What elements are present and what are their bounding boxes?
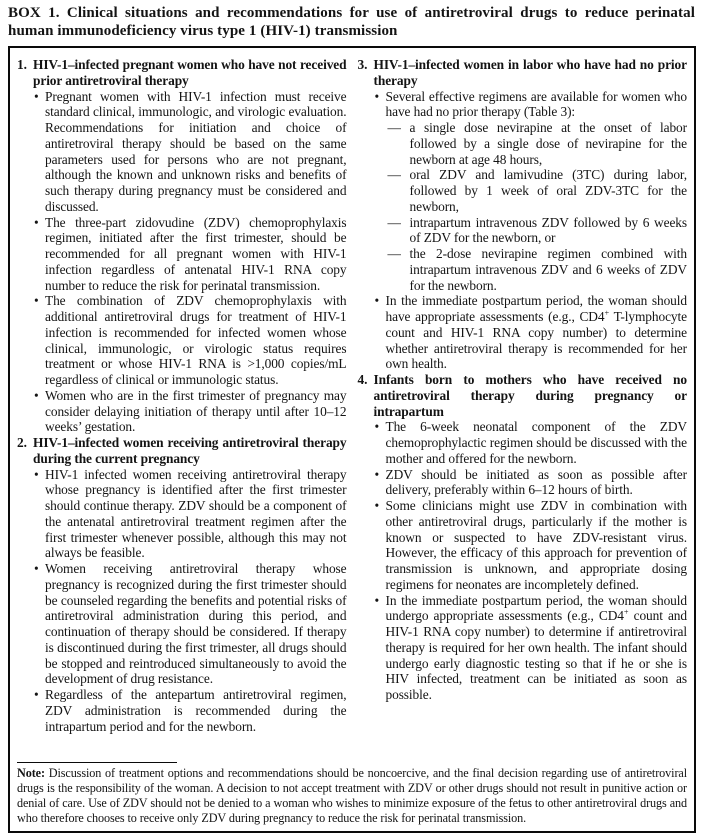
recommendation-item — [358, 372, 688, 703]
bullet-text: ZDV should be initiated as soon as possible after delivery, preferably within 6–12 hours of birth. — [385, 466, 687, 498]
bullet-item — [33, 467, 347, 562]
bullet-text: In the immediate postpartum period, the woman should have appropriate assessments (e.g., CD4+ T-lymphocyte count and HIV-1 RNA copy number) to determine whether antiretroviral therapy is recommended for her own health. — [385, 293, 687, 372]
recommendation-item — [358, 57, 688, 372]
bullet-item — [33, 89, 347, 215]
dash-icon: — — [387, 120, 401, 136]
item-number: 4. — [357, 372, 368, 388]
bullet-item — [374, 419, 688, 466]
recommendations-box — [8, 46, 696, 833]
bullet-icon: • — [34, 466, 39, 482]
bullet-icon: • — [374, 293, 380, 309]
item-heading — [17, 435, 347, 467]
bullet-item — [33, 293, 347, 388]
subitem-text: the 2-dose nevirapine regimen combined with intrapartum intravenous ZDV and 6 weeks of ZDV for the newborn. — [409, 246, 687, 293]
bullet-item — [374, 293, 688, 372]
recommendation-item — [17, 435, 347, 734]
bullet-text: The three-part zidovudine (ZDV) chemoprophylaxis regimen, initiated after the first trimester, should be recommended for all pregnant women with HIV-1 infection regardless of antenatal HIV-1 RNA copy number to reduce the risk for perinatal transmission. — [45, 214, 347, 293]
item-heading-text: Infants born to mothers who have received no antiretroviral therapy during pregnancy or intrapartum — [373, 372, 687, 419]
footnote-section — [17, 756, 687, 826]
column-left — [17, 57, 347, 756]
dash-icon: — — [387, 246, 401, 262]
sub-item — [386, 120, 688, 167]
item-number: 1. — [17, 57, 27, 73]
bullet-text: HIV-1 infected women receiving antiretroviral therapy whose pregnancy is identified after the first trimester should continue therapy. ZDV should be a component of the antenatal antiretroviral treatment regimen after the first trimester whenever possible, although this may not always be feasible. — [45, 466, 347, 561]
item-heading-text: HIV-1–infected women receiving antiretroviral therapy during the current pregnancy — [33, 435, 347, 466]
sub-item — [386, 215, 688, 247]
subitem-text: intrapartum intravenous ZDV followed by 6 weeks of ZDV for the newborn, or — [409, 214, 687, 246]
footnote — [17, 766, 687, 826]
bullet-text: Pregnant women with HIV-1 infection must receive standard clinical, immunologic, and virologic evaluation. Recommendations for initiation and choice of antiretroviral therapy should be based on the same parameters used for persons who are not pregnant, although the known and unknown risks and benefits of such therapy during pregnancy must be considered and discussed. — [45, 88, 347, 214]
item-number: 2. — [17, 435, 27, 451]
bullet-item — [33, 687, 347, 734]
item-heading — [357, 372, 688, 419]
sub-item — [386, 167, 688, 214]
item-number: 3. — [357, 57, 368, 73]
column-right — [358, 57, 688, 756]
bullet-item — [33, 388, 347, 435]
bullet-text: Regardless of the antepartum antiretroviral regimen, ZDV administration is recommended during the intrapartum period and for the newborn. — [45, 687, 347, 734]
bullet-item — [33, 215, 347, 294]
document-page — [0, 5, 704, 836]
bullet-item — [374, 467, 688, 499]
item-heading — [17, 57, 347, 89]
bullet-item — [33, 561, 347, 687]
bullet-item — [374, 498, 688, 593]
footnote-text: Discussion of treatment options and recommendations should be noncoercive, and the final decision regarding use of antiretroviral drugs is the responsibility of the woman. A decision to not accept treatment with ZDV or other drugs should not result in punitive action or denial of care. Use of ZDV should not be denied to a woman who wishes to minimize exposure of the fetus to other antiretroviral drugs and who therefore chooses to receive only ZDV during pregnancy to reduce the risk for perinatal transmission. — [17, 765, 687, 826]
bullet-icon: • — [34, 561, 39, 577]
two-column-layout — [17, 57, 687, 756]
bullet-icon: • — [374, 419, 380, 435]
bullet-icon: • — [34, 88, 39, 104]
item-heading-text: HIV-1–infected pregnant women who have not received prior antiretroviral therapy — [33, 57, 347, 88]
bullet-text: In the immediate postpartum period, the woman should undergo appropriate assessments (e.g., CD4+ count and HIV-1 RNA copy number) to determine if antiretroviral therapy is required for her own health. The infant should undergo early diagnostic testing so that if he or she is HIV infected, treatment can be initiated as soon as possible. — [385, 592, 687, 703]
footnote-rule — [17, 762, 177, 763]
recommendation-item — [17, 57, 347, 435]
bullet-icon: • — [374, 466, 380, 482]
bullet-text: Women who are in the first trimester of pregnancy may consider delaying initiation of therapy until after 10–12 weeks’ gestation. — [45, 387, 347, 435]
bullet-text: Several effective regimens are available for women who have had no prior therapy (Table 3): — [385, 88, 687, 120]
dash-icon: — — [387, 167, 401, 183]
bullet-icon: • — [374, 592, 380, 608]
bullet-icon: • — [34, 214, 39, 230]
subitem-text: a single dose nevirapine at the onset of labor followed by a single dose of nevirapine for the newborn at age 48 hours, — [409, 120, 687, 167]
footnote-label: Note: — [17, 765, 45, 780]
bullet-text: The 6-week neonatal component of the ZDV chemoprophylactic regimen should be discussed with the mother and offered for the newborn. — [385, 419, 687, 466]
bullet-icon: • — [374, 88, 380, 104]
subitem-text: oral ZDV and lamivudine (3TC) during labor, followed by 1 week of oral ZDV-3TC for the newborn, — [409, 167, 687, 214]
bullet-text: Some clinicians might use ZDV in combination with other antiretroviral drugs, particularly if the mother is known or suspected to have ZDV-resistant virus. However, the efficacy of this approach for prevention of transmission is unknown, and appropriate dosing regimens for neonates are incompletely defined. — [385, 498, 687, 592]
bullet-text: The combination of ZDV chemoprophylaxis with additional antiretroviral drugs for treatment of HIV-1 infection is recommended for infected women whose clinical, immunologic, or virologic status requires treatment or whose HIV-1 RNA is >1,000 copies/mL regardless of clinical or immunologic status. — [45, 293, 347, 388]
box-title: BOX 1. Clinical situations and recommendations for use of antiretroviral drugs to reduce perinatal human immunodeficiency virus type 1 (HIV-1) transmission — [8, 5, 695, 39]
bullet-text: Women receiving antiretroviral therapy whose pregnancy is recognized during the first trimester should be counseled regarding the benefits and potential risks of antiretroviral administration during this period, and continuation of therapy should be considered. If therapy is discontinued during the first trimester, all drugs should be stopped and reintroduced simultaneously to avoid the development of drug resistance. — [45, 561, 347, 687]
item-heading-text: HIV-1–infected women in labor who have had no prior therapy — [373, 57, 687, 88]
bullet-item — [374, 89, 688, 294]
bullet-icon: • — [34, 293, 39, 309]
dash-icon: — — [387, 214, 401, 230]
bullet-icon: • — [374, 498, 380, 514]
bullet-icon: • — [34, 387, 39, 403]
sub-item — [386, 246, 688, 293]
bullet-item — [374, 593, 688, 703]
bullet-icon: • — [34, 687, 39, 703]
item-heading — [357, 57, 688, 89]
